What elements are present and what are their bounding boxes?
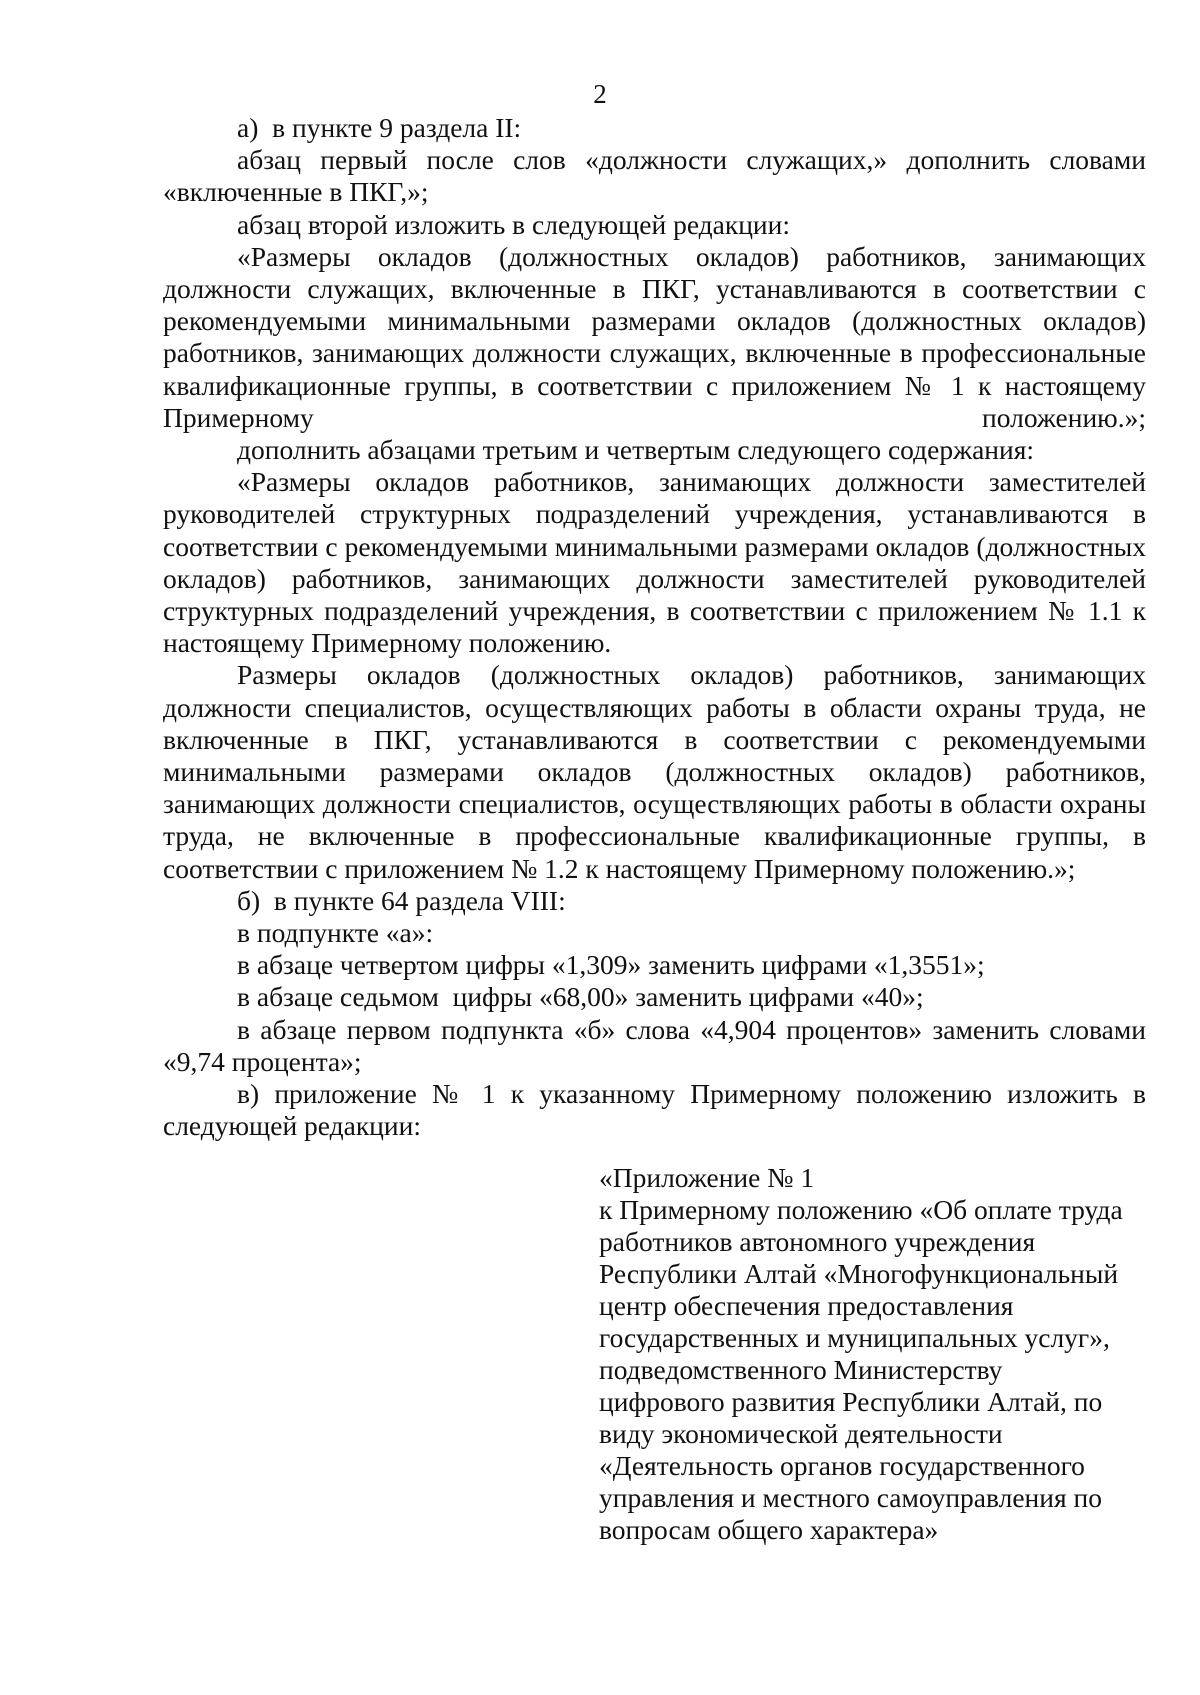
paragraph-salaries-servants: «Размеры окладов (должностных окладов) работников, занимающих должности служащих, включенные в ПКГ, устанавливаются в соответствии с рекомендуемыми минимальными размерами окладов (должностных окладов) работников, занимающих должности служащих, включенные в профессиональные квалификационные группы, в соответствии с приложением № 1 к настоящему Примерному положению.»; bbox=[163, 240, 1146, 433]
annex-line: вопросам общего характера» bbox=[599, 1514, 939, 1545]
paragraph-second-heading: абзац второй изложить в следующей редакции: bbox=[237, 208, 791, 240]
subitem-a-heading: в подпункте «а»: bbox=[237, 917, 434, 949]
annex-line: подведомственного Министерству bbox=[599, 1354, 1003, 1385]
annex-line: работников автономного учреждения bbox=[599, 1226, 1036, 1257]
paragraph-salaries-deputies: «Размеры окладов работников, занимающих должности заместителей руководителей структурных подразделений учреждения, устанавливаются в соответствии с рекомендуемыми минимальными размерами окладов (должностных окладов) работников, занимающих должности заместителей руководителей структурных подразделений учреждения, в соответствии с приложением № 1.1 к настоящему Примерному положению. bbox=[163, 466, 1146, 659]
annex-line: государственных и муниципальных услуг», bbox=[599, 1322, 1110, 1353]
item-c-annex: в) приложение № 1 к указанному Примерному положению изложить в следующей редакции: bbox=[163, 1078, 1146, 1142]
annex-line: виду экономической деятельности bbox=[599, 1418, 1003, 1449]
annex-line: управления и местного самоуправления по bbox=[599, 1482, 1102, 1513]
paragraph-subitem-b-words: в абзаце первом подпункта «б» слова «4,904 процентов» заменить словами «9,74 процента»; bbox=[163, 1013, 1146, 1077]
annex-line: «Приложение № 1 bbox=[599, 1162, 815, 1193]
item-a-heading: а) в пункте 9 раздела II: bbox=[237, 112, 522, 143]
paragraph-seventh-figures: в абзаце седьмом цифры «68,00» заменить цифрами «40»; bbox=[237, 981, 924, 1013]
annex-line: Республики Алтай «Многофункциональный bbox=[599, 1258, 1119, 1289]
paragraph-fourth-figures: в абзаце четвертом цифры «1,309» заменить цифрами «1,3551»; bbox=[237, 949, 985, 981]
annex-header-block bbox=[599, 1162, 1159, 1546]
paragraph-salaries-labor-safety: Размеры окладов (должностных окладов) работников, занимающих должности специалистов, осуществляющих работы в области охраны труда, не включенные в ПКГ, устанавливаются в соответствии с рекомендуемыми минимальными размерами окладов (должностных окладов) работников, занимающих должности специалистов, осуществляющих работы в области охраны труда, не включенные в профессиональные квалификационные группы, в соответствии с приложением № 1.2 к настоящему Примерному положению.»; bbox=[163, 659, 1146, 884]
annex-line: центр обеспечения предоставления bbox=[599, 1290, 1014, 1321]
annex-line: к Примерному положению «Об оплате труда bbox=[599, 1194, 1123, 1225]
page-number: 2 bbox=[593, 79, 607, 109]
paragraph-first-amendment: абзац первый после слов «должности служащих,» дополнить словами «включенные в ПКГ,»; bbox=[163, 144, 1146, 208]
item-b-heading: б) в пункте 64 раздела VIII: bbox=[237, 884, 566, 916]
paragraph-add-third-fourth: дополнить абзацами третьим и четвертым следующего содержания: bbox=[237, 434, 1035, 466]
annex-line: цифрового развития Республики Алтай, по bbox=[599, 1386, 1103, 1417]
annex-line: «Деятельность органов государственного bbox=[599, 1450, 1085, 1481]
document-body bbox=[163, 112, 1146, 1143]
